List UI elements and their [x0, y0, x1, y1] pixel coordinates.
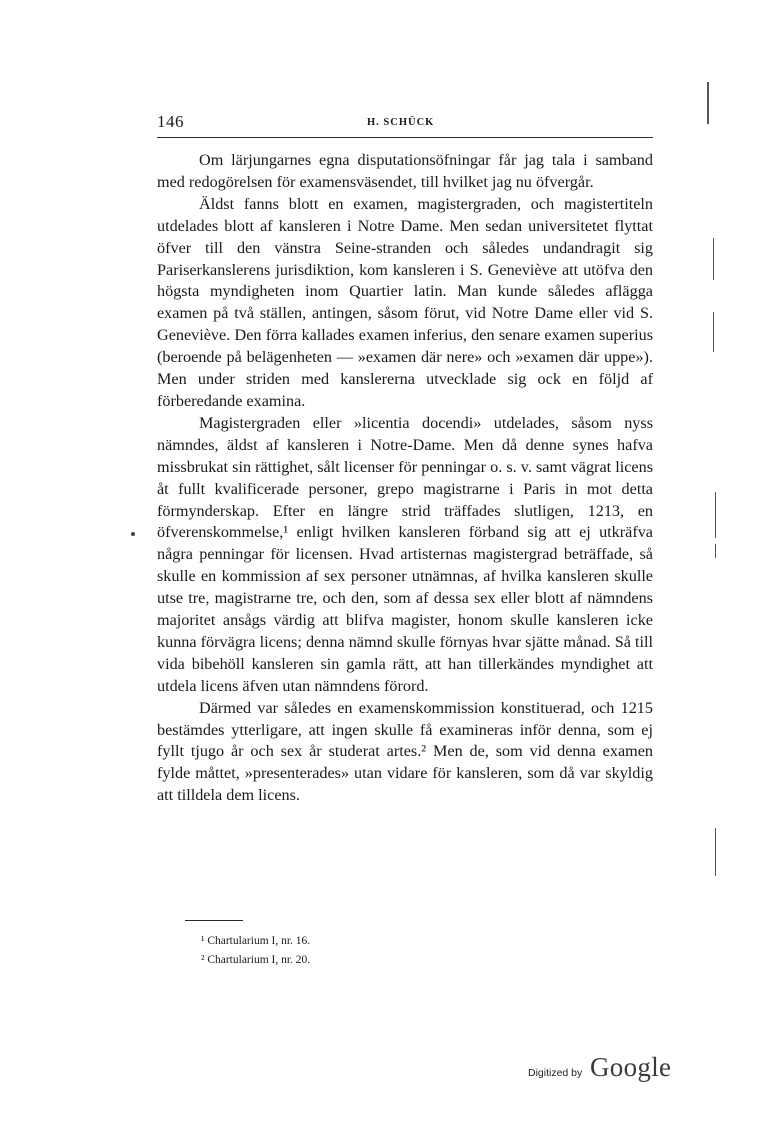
- footnote-1: ¹ Chartularium I, nr. 16.: [201, 935, 311, 947]
- google-logo: Google: [590, 1052, 672, 1082]
- scan-mark: [713, 312, 714, 352]
- footnote-separator: [185, 920, 243, 921]
- paragraph-4: Därmed var således en examenskommission konstituerad, och 1215 bestämdes ytterligare, att ingen skulle få examineras inför denna, som ej fyllt tjugo år och sex år studerat artes.² Men de, som vid denna examen fylde måttet, »presenterades» utan vidare för kansleren, som då var skyldig att tilldela dem licens.: [157, 698, 653, 805]
- footnotes: [201, 932, 310, 970]
- scan-mark: [707, 82, 709, 124]
- scan-mark: [715, 544, 716, 558]
- running-head: H. SCHÜCK: [367, 117, 435, 128]
- body-text: [157, 150, 653, 807]
- paragraph-1: Om lärjungarnes egna disputationsöfningar får jag tala i samband med redogörelsen för examensväsendet, till hvilket jag nu öfvergår.: [157, 151, 653, 191]
- paragraph-2: Äldst fanns blott en examen, magistergraden, och magistertiteln utdelades blott af kansleren i Notre Dame. Men sedan universitetet flyttat öfver till den vänstra Seine-stranden och således undandragit sig Pariserkanslerens jurisdiktion, kom kansleren i S. Geneviève att utöfva den högsta myndigheten inom Quartier latin. Man kunde således aflägga examen på två ställen, antingen, såsom förut, vid Notre Dame eller vid S. Geneviève. Den förra kallades examen inferius, den senare examen superius (beroende på belägenheten — »examen där nere» och »examen där uppe»). Men under striden med kanslererna utvecklade sig ock en följd af förberedande examina.: [157, 194, 653, 410]
- watermark-caption: Digitized by: [528, 1067, 583, 1079]
- page-number: 146: [157, 112, 184, 131]
- page-header: [157, 112, 653, 136]
- scan-mark: [713, 238, 714, 280]
- scan-mark: [715, 828, 716, 876]
- paragraph-3: Magistergraden eller »licentia docendi» utdelades, såsom nyss nämndes, äldst af kansleren i Notre-Dame. Men då denne synes hafva missbrukat sin rättighet, sålt licenser för penningar o. s. v. samt vägrat licens åt fullt kvalificerade personer, grepo magistrarne i Paris in mot detta förmynderskap. Efter en längre strid träffades slutligen, 1213, en öfverenskommelse,¹ enligt hvilken kansleren förband sig att ej utkräfva några penningar för licensen. Hvad artisternas magistergrad beträffade, så skulle en kommission af sex personer utnämnas, af hvilka kansleren skulle utse tre, magistrarne tre, och den, som af dessa sex eller blott af nämndens majoritet ansågs värdig att blifva magister, honom skulle kansleren icke kunna förvägra licens; denna nämnd skulle förnyas hvar sjätte månad. Så till vida bibehöll kansleren sin gamla rätt, att han tillerkändes myndighet att utdela licens äfven utan nämndens förord.: [157, 413, 653, 695]
- header-rule: [157, 137, 653, 138]
- scan-dot: [131, 532, 135, 536]
- scan-mark: [715, 492, 716, 538]
- footnote-2: ² Chartularium I, nr. 20.: [201, 954, 311, 966]
